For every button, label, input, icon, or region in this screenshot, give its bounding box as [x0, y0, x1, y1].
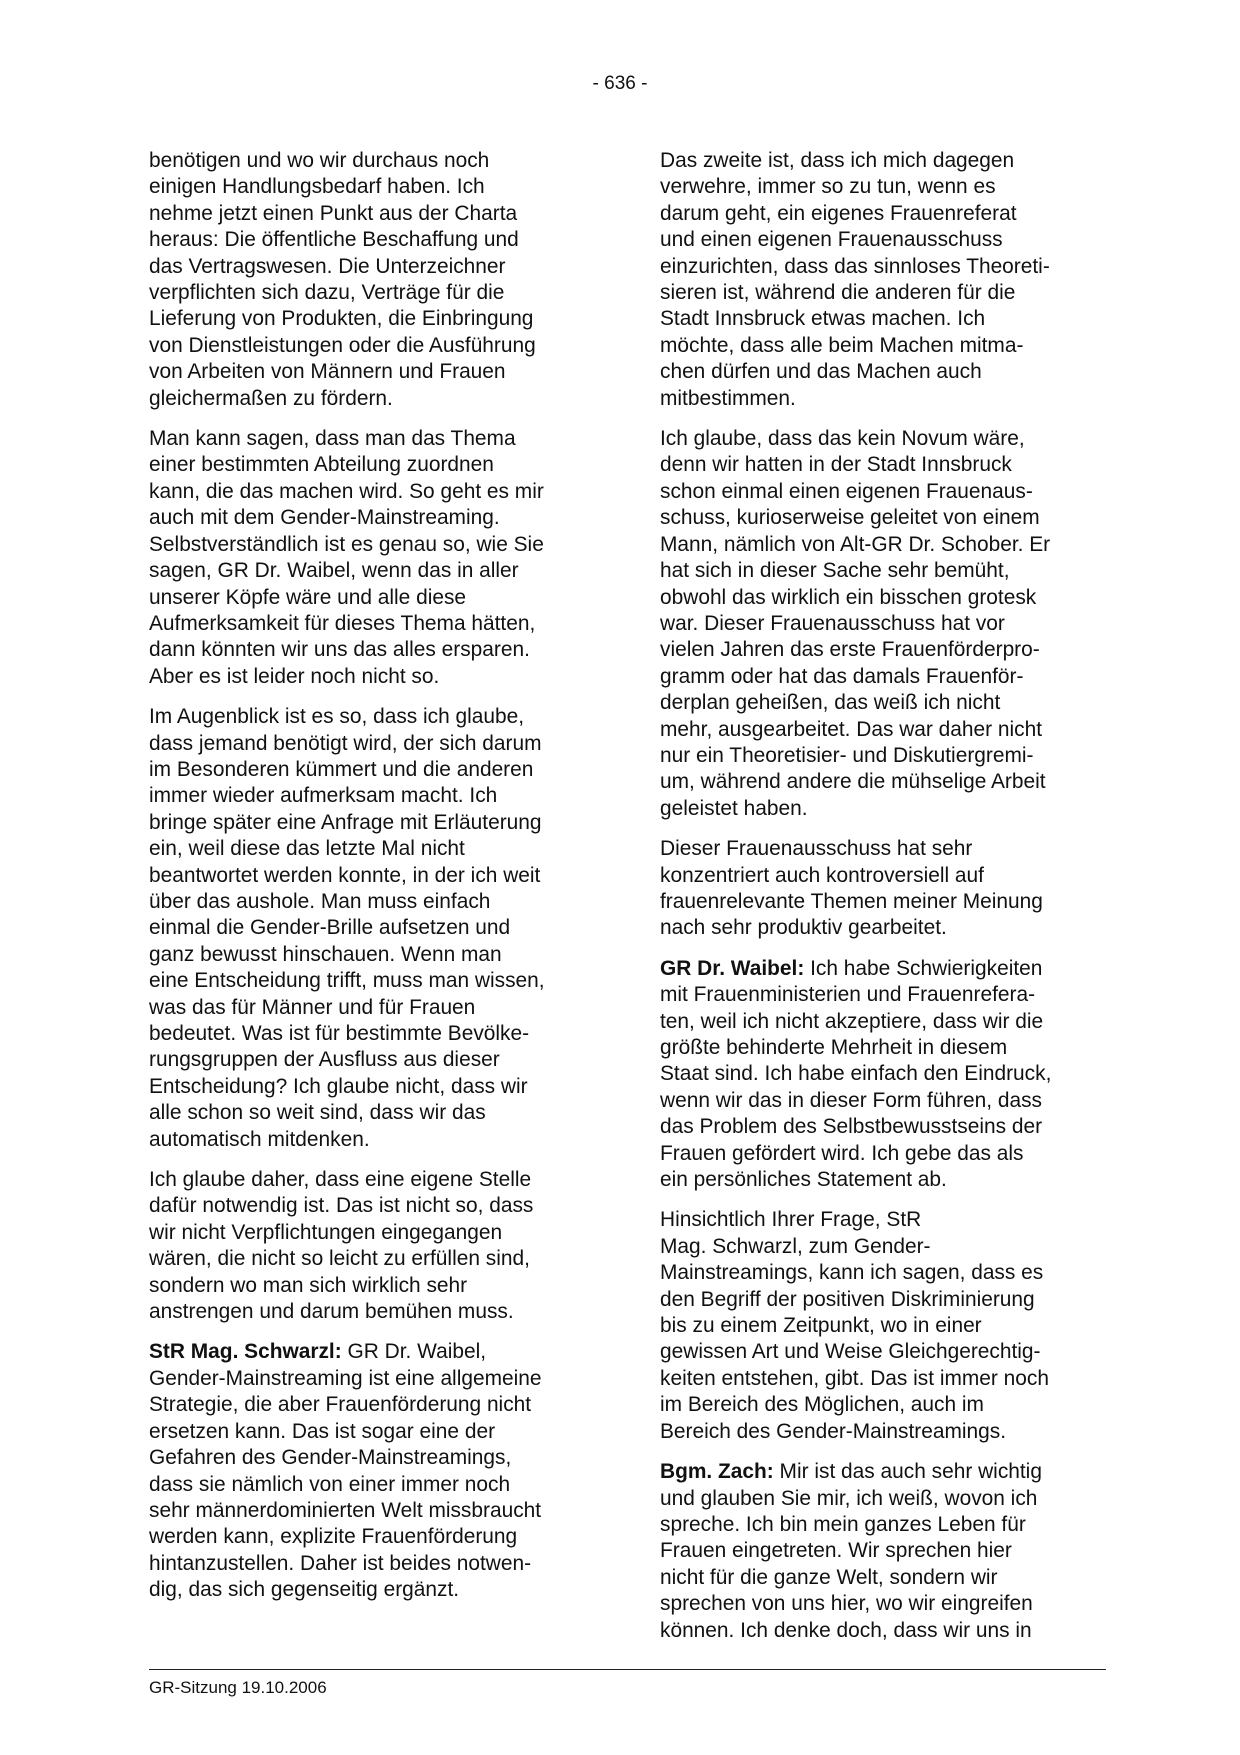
text-line: Staat sind. Ich habe einfach den Eindruck, [660, 1062, 1052, 1086]
text-line: wären, die nicht so leicht zu erfüllen sind, [149, 1247, 530, 1271]
text-line: gramm oder hat das damals Frauenför- [660, 664, 1024, 688]
text-line: um, während andere die mühselige Arbeit [660, 770, 1046, 794]
text-line: ersetzen kann. Das ist sogar eine der [149, 1419, 496, 1443]
footer-session-date: GR-Sitzung 19.10.2006 [149, 1678, 327, 1697]
speech-text: Ich habe Schwierigkeiten [804, 956, 1043, 980]
text-line: einmal die Gender-Brille aufsetzen und [149, 916, 511, 940]
text-line: über das aushole. Man muss einfach [149, 889, 491, 913]
text-line: hat sich in dieser Sache sehr bemüht, [660, 559, 1010, 583]
text-line: eine Entscheidung trifft, muss man wissen, [149, 969, 545, 993]
speaker-name: StR Mag. Schwarzl: [149, 1340, 342, 1364]
text-line: das Problem des Selbstbewusstseins der [660, 1115, 1043, 1139]
text-line: im Besonderen kümmert und die anderen [149, 757, 534, 781]
speech-text: GR Dr. Waibel, [341, 1340, 487, 1364]
text-line: dafür notwendig ist. Das ist nicht so, dass [149, 1194, 534, 1218]
text-line: spreche. Ich bin mein ganzes Leben für [660, 1512, 1026, 1536]
paragraph [149, 1167, 594, 1325]
text-line: sieren ist, während die anderen für die [660, 281, 1016, 305]
text-line: ten, weil ich nicht akzeptiere, dass wir die [660, 1009, 1044, 1033]
text-line: alle schon so weit sind, dass wir das [149, 1101, 486, 1125]
text-line: darum geht, ein eigenes Frauenreferat [660, 201, 1017, 225]
text-line: Mag. Schwarzl, zum Gender- [660, 1234, 931, 1258]
text-line: Gender-Mainstreaming ist eine allgemeine [149, 1366, 542, 1390]
text-line: Entscheidung? Ich glaube nicht, dass wir [149, 1074, 528, 1098]
text-line: Frauen gefördert wird. Ich gebe das als [660, 1141, 1024, 1165]
text-line: derplan geheißen, das weiß ich nicht [660, 691, 1001, 715]
text-line: können. Ich denke doch, dass wir uns in [660, 1618, 1032, 1642]
text-line: einer bestimmten Abteilung zuordnen [149, 453, 494, 477]
text-line: schuss, kurioserweise geleitet von einem [660, 506, 1040, 530]
left-column [149, 148, 594, 1618]
text-line [660, 1459, 1105, 1485]
text-line: von Dienstleistungen oder die Ausführung [149, 333, 536, 357]
text-line: dass jemand benötigt wird, der sich darum [149, 731, 542, 755]
text-line [660, 956, 1105, 982]
text-line: bringe später eine Anfrage mit Erläuterung [149, 810, 542, 834]
speaker-name: Bgm. Zach: [660, 1460, 774, 1484]
text-line: benötigen und wo wir durchaus noch [149, 149, 490, 172]
text-line: von Arbeiten von Männern und Frauen [149, 360, 506, 384]
text-line: beantwortet werden konnte, in der ich weit [149, 863, 541, 887]
text-line: ein persönliches Statement ab. [660, 1168, 947, 1192]
text-line: nach sehr produktiv gearbeitet. [660, 916, 947, 940]
text-line: verwehre, immer so zu tun, wenn es [660, 175, 996, 199]
text-line: rungsgruppen der Ausfluss aus dieser [149, 1048, 500, 1072]
text-line: gleichermaßen zu fördern. [149, 386, 393, 410]
text-line: konzentriert auch kontroversiell auf [660, 863, 984, 887]
right-column [660, 148, 1105, 1658]
speech-text: Mir ist das auch sehr wichtig [773, 1460, 1042, 1484]
text-line [149, 1339, 594, 1365]
footer-divider [149, 1669, 1106, 1670]
text-line: wir nicht Verpflichtungen eingegangen [149, 1220, 503, 1244]
text-line: was das für Männer und für Frauen [149, 995, 476, 1019]
text-line: ganz bewusst hinschauen. Wenn man [149, 942, 502, 966]
text-line: größte behinderte Mehrheit in diesem [660, 1036, 1008, 1059]
text-line: sondern wo man sich wirklich sehr [149, 1273, 468, 1297]
text-line: Im Augenblick ist es so, dass ich glaube, [149, 705, 525, 729]
text-line: keiten entstehen, gibt. Das ist immer noch [660, 1366, 1049, 1390]
text-line: Strategie, die aber Frauenförderung nicht [149, 1393, 532, 1417]
text-line: auch mit dem Gender-Mainstreaming. [149, 506, 500, 530]
paragraph [660, 836, 1105, 942]
text-line: sagen, GR Dr. Waibel, wenn das in aller [149, 559, 519, 583]
text-line: dass sie nämlich von einer immer noch [149, 1472, 511, 1496]
text-line: möchte, dass alle beim Machen mitma- [660, 333, 1024, 357]
paragraph [660, 1207, 1105, 1445]
text-line: mitbestimmen. [660, 386, 796, 410]
text-line: dig, das sich gegenseitig ergänzt. [149, 1578, 460, 1602]
paragraph [149, 704, 594, 1153]
paragraph [660, 956, 1105, 1194]
paragraph [660, 1459, 1105, 1644]
text-line: schon einmal einen eigenen Frauenaus- [660, 479, 1033, 503]
text-line: sehr männerdominierten Welt missbraucht [149, 1498, 542, 1522]
text-line: verpflichten sich dazu, Verträge für die [149, 281, 505, 305]
text-line: Mainstreamings, kann ich sagen, dass es [660, 1261, 1044, 1285]
text-line: bedeutet. Was ist für bestimmte Bevölke- [149, 1022, 530, 1045]
paragraph [149, 148, 594, 412]
text-line: wenn wir das in dieser Form führen, dass [660, 1088, 1042, 1112]
speaker-name: GR Dr. Waibel: [660, 956, 805, 980]
text-line: nicht für die ganze Welt, sondern wir [660, 1565, 998, 1589]
page-number: - 636 - [592, 73, 648, 94]
text-line: bis zu einem Zeitpunkt, wo in einer [660, 1314, 982, 1338]
text-line: und glauben Sie mir, ich weiß, wovon ich [660, 1486, 1038, 1510]
text-line: Ich glaube, dass das kein Novum wäre, [660, 427, 1025, 451]
text-line: anstrengen und darum bemühen muss. [149, 1300, 514, 1324]
text-line: Das zweite ist, dass ich mich dagegen [660, 149, 1015, 172]
text-line: unserer Köpfe wäre und alle diese [149, 585, 467, 609]
text-line: mehr, ausgearbeitet. Das war daher nicht [660, 717, 1043, 741]
text-line: Aber es ist leider noch nicht so. [149, 664, 440, 688]
text-line: den Begriff der positiven Diskriminierung [660, 1287, 1035, 1311]
text-line: das Vertragswesen. Die Unterzeichner [149, 254, 506, 278]
text-line: Selbstverständlich ist es genau so, wie Sie [149, 532, 544, 556]
paragraph [660, 148, 1105, 412]
text-line: frauenrelevante Themen meiner Meinung [660, 889, 1043, 913]
text-line: geleistet haben. [660, 796, 808, 820]
text-line: Frauen eingetreten. Wir sprechen hier [660, 1539, 1012, 1563]
paragraph [149, 426, 594, 690]
text-line: chen dürfen und das Machen auch [660, 360, 982, 384]
text-line: einigen Handlungsbedarf haben. Ich [149, 175, 485, 199]
text-line: vielen Jahren das erste Frauenförderpro- [660, 638, 1040, 662]
text-line: Mann, nämlich von Alt-GR Dr. Schober. Er [660, 532, 1051, 556]
text-line: sprechen von uns hier, wo wir eingreifen [660, 1592, 1033, 1616]
text-line: automatisch mitdenken. [149, 1127, 370, 1151]
text-line: Lieferung von Produkten, die Einbringung [149, 307, 534, 331]
text-line: nehme jetzt einen Punkt aus der Charta [149, 201, 518, 225]
text-line: im Bereich des Möglichen, auch im [660, 1393, 984, 1417]
text-line: denn wir hatten in der Stadt Innsbruck [660, 453, 1012, 477]
text-line: werden kann, explizite Frauenförderung [149, 1525, 518, 1549]
text-line: nur ein Theoretisier- und Diskutiergremi- [660, 743, 1034, 767]
paragraph [660, 426, 1105, 822]
text-line: Man kann sagen, dass man das Thema [149, 427, 516, 451]
text-line: heraus: Die öffentliche Beschaffung und [149, 228, 519, 252]
text-line: Hinsichtlich Ihrer Frage, StR [660, 1208, 922, 1232]
text-line: ein, weil diese das letzte Mal nicht [149, 837, 465, 861]
text-line: war. Dieser Frauenausschuss hat vor [660, 611, 1005, 635]
text-line: gewissen Art und Weise Gleichgerechtig- [660, 1340, 1041, 1364]
text-line: obwohl das wirklich ein bisschen grotesk [660, 585, 1037, 609]
text-line: Dieser Frauenausschuss hat sehr [660, 837, 973, 861]
text-line: immer wieder aufmerksam macht. Ich [149, 784, 498, 808]
text-line: Bereich des Gender-Mainstreamings. [660, 1419, 1007, 1443]
paragraph [149, 1339, 594, 1603]
text-line: kann, die das machen wird. So geht es mir [149, 479, 544, 503]
text-line: einzurichten, dass das sinnloses Theoreti- [660, 254, 1050, 278]
text-line: und einen eigenen Frauenausschuss [660, 228, 1003, 252]
text-line: Gefahren des Gender-Mainstreamings, [149, 1446, 512, 1470]
text-line: hintanzustellen. Daher ist beides notwen- [149, 1551, 532, 1575]
text-line: Stadt Innsbruck etwas machen. Ich [660, 307, 986, 331]
text-line: dann könnten wir uns das alles ersparen. [149, 638, 530, 662]
text-line: mit Frauenministerien und Frauenrefera- [660, 983, 1036, 1007]
text-line: Ich glaube daher, dass eine eigene Stelle [149, 1168, 532, 1192]
text-line: Aufmerksamkeit für dieses Thema hätten, [149, 611, 536, 635]
